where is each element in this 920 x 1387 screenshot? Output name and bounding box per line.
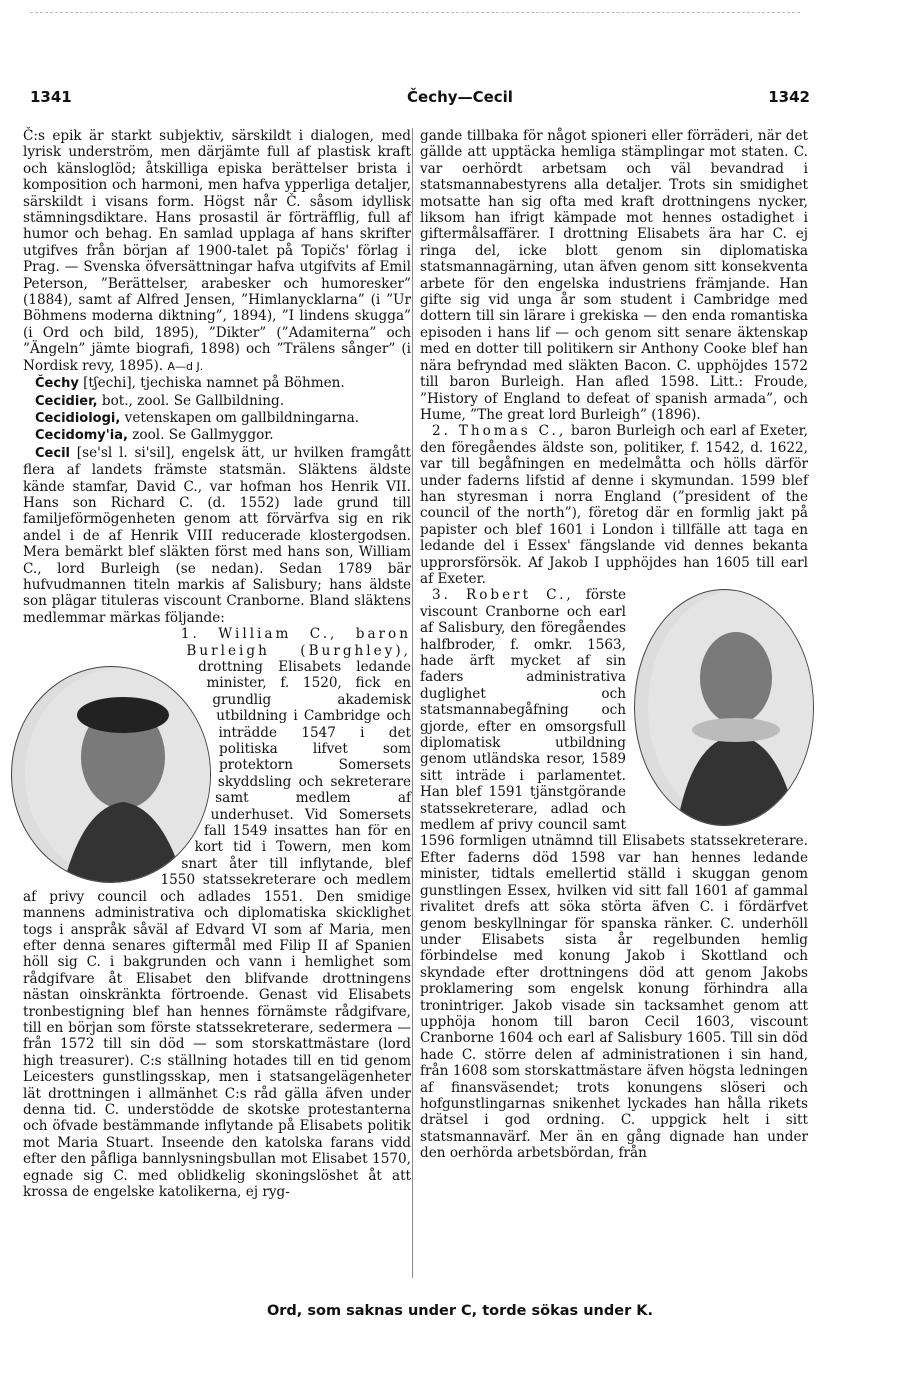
- right-column: [420, 128, 808, 1162]
- column-divider: [412, 128, 413, 1278]
- entry-headword: Cecidiologi,: [35, 410, 121, 426]
- entry-cecil: Cecil [se'sl l. si'sil], engelsk ätt, ur hvilken framgått flera af landets främste statsmän. Släktens äldste kände stamfar, David C., var hofman hos Henrik VII. Hans son Richard C. (d. 1552) lade grund till familjeförmögenheten genom att förvärfva sig en rik andel i de af Henrik VIII reducerade klostergodsen. Mera bemärkt blef släkten först med hans son, William C., lord Burleigh (se nedan). Sedan 1789 bär hufvudmannen titeln markis af Salisbury; hans äldste son plägar tituleras viscount Cranborne. Bland släktens medlemmar märkas följande:: [23, 444, 411, 626]
- entry-headword: 1. William C., baron Burleigh (Burghley),: [180, 626, 411, 659]
- entry-headword: 2. Thomas C.,: [432, 423, 567, 440]
- entry-headword: Cecidomy'ia,: [35, 428, 128, 444]
- portrait-engraving-icon: [647, 590, 814, 825]
- running-title: Čechy—Cecil: [407, 88, 513, 106]
- page-number-left: 1341: [30, 88, 72, 106]
- entry-headword: Cecil: [35, 445, 70, 461]
- paragraph-cech-epic: Č:s epik är starkt subjektiv, särskildt i dialogen, med lyrisk underström, men därjämte full af plastisk kraft och känsloglöd; åtskilliga episka berättelser brista i komposition och harmoni, men hafva ypperliga detaljer, särskildt i visans form. Högst når Č. såsom idyllisk stämningsdiktare. Hans prosastil är förträfflig, full af humor och behag. En samlad upplaga af hans skrifter utgifves från början af 1900-talet på Topičs' förlag i Prag. — Svenska öfversättningar hafva utgifvits af Emil Peterson, ”Berättelser, arabesker och humoresker” (1884), samt af Alfred Jensen, ”Himlanycklarna” (i ”Ur Böhmens moderna diktning”, 1894), ”I lindens skugga” (i Ord och bild, 1895), ”Dikter” (”Adamiterna” och ”Ängeln” jämte biografi, 1898) och ”Trälens sånger” (i Nordisk revy, 1895). A—d J.: [23, 128, 411, 374]
- entry-william-cecil: 1. William C., baron Burleigh (Burghley), drottning Elisabets ledande minister, f. 1520, fick en grundlig akademisk utbildning i Cambridge och inträdde 1547 i det politiska lifvet som protektorn Somersets skyddsling och sekreterare samt medlem af underhuset. Vid Somersets fall 1549 insattes han för en kort tid i Towern, men kom snart åter till inflytande, blef 1550 statssekreterare och medlem af privy council och adlades 1551. Den smidige mannens administrativa och diplomatiska skicklighet togs i anspråk såväl af Edvard VI som af Maria, men efter denna senares giftermål med Filip II af Spanien höll sig C. i bakgrunden och vann i hemlighet som rådgifvare åt Elisabet den blifvande drottningens nästan oinskränkta förtroende. Genast vid Elisabets tronbestigning blef han hennes förnämste rådgifvare, till en början som förste statssekreterare, sedermera — från 1572 till sin död — som storskattmästare (lord high treasurer). C:s ställning hotades till en tid genom Leicesters gunstlingsskap, men i statsangelägenheter lät drottningen i allmänhet C:s råd gälla äfven under denna tid. C. understödde de skotske protestanterna och öfvade bestämmande inflytande på Elisabets politik mot Maria Stuart. Inseende den katolska farans vidd efter den påfliga bannlysningsbullan mot Elisabet 1570, egnade sig C. med oblidkelig skoningslöshet åt att krossa de engelske katolikerna, ej ryg-: [23, 626, 411, 1200]
- entry-headword: Čechy: [35, 376, 79, 392]
- portrait-robert-cecil: [634, 589, 814, 826]
- entry-cecidomyia: Cecidomy'ia, zool. Se Gallmyggor.: [35, 427, 274, 444]
- entry-thomas-cecil: 2. Thomas C., baron Burleigh och earl af Exeter, den föregåendes äldste son, politiker, f. 1542, d. 1622, var till begåfningen en medelmåtta och hölls därför under faderns lifstid af denne i skymundan. 1599 blef han styresman i norra England (”president of the council of the north”), företog där en formlig jakt på papister och blef 1601 i London i tillfälle att taga en ledande del i Essex' fängslande vid dennes bekanta upprorsförsök. Af Jakob I upphöjdes han 1605 till earl af Exeter.: [420, 423, 808, 587]
- footer-note: Ord, som saknas under C, torde sökas under K.: [266, 1303, 654, 1319]
- paragraph-william-cont: gande tillbaka för något spioneri eller förräderi, när det gällde att upptäcka hemliga stämplingar mot staten. C. var oerhördt arbetsam och väl bevandrad i statsmannabestyrens alla detaljer. Trots sin smidighet motsatte han sig ofta med kraft drottningens nycker, liksom han ifrigt kämpade mot hennes ostadighet i giftermålsaffärer. I drottning Elisabets ära har C. ej ringa del, icke blott genom sin diplomatiska statsmannagärning, utan äfven genom sitt konsekventa arbete för den engelska industriens främjande. Han gifte sig vid unga år som student i Cambridge med dottern till sin lärare i grekiska — den enda romantiska episoden i hans lif — och genom sitt senare äktenskap med en dotter till politikern sir Anthony Cooke blef han nära befryndad med släkten Bacon. C. upphöjdes 1572 till baron Burleigh. Han afled 1598. Litt.: Froude, ”History of England to defeat of spanish armada”, och Hume, ”The great lord Burleigh” (1896).: [420, 128, 808, 423]
- top-rule: [30, 12, 800, 13]
- portrait-engraving-icon: [24, 667, 211, 882]
- entry-headword: 3. Robert C.,: [432, 587, 574, 604]
- entry-cechy: Čechy [tʃechi], tjechiska namnet på Böhmen.: [35, 375, 345, 392]
- entry-cecidiologi: Cecidiologi, vetenskapen om gallbildningarna.: [35, 409, 360, 426]
- entry-robert-cecil: 3. Robert C., förste viscount Cranborne och earl af Salisbury, den föregåendes halfbroder, f. omkr. 1563, hade ärft mycket af sin faders administrativa duglighet och statsmannabegåfning och gjorde, efter en omsorgsfull diplomatisk utbildning genom utländska resor, 1589 sitt inträde i parlamentet. Han blef 1591 tjänstgörande statssekreterare, adlad och medlem af privy council samt 1596 formligen utnämnd till Elisabets statssekreterare. Efter faderns död 1598 var han hennes ledande minister, tidtals emellertid ställd i skuggan genom gunstlingen Essex, hvilken vid sitt fall 1601 af gammal rivalitet drefs att söka störta äfven C. i fördärfvet genom beskyllningar för spanska ränker. C. underhöll under Elisabets sista år regelbunden hemlig förbindelse med konung Jakob i Skottland och skyndade efter drottningens död att genom Jakobs proklamering som engelsk konung förhindra alla tronintriger. Jakob visade sin tacksamhet genom att upphöja honom till baron Cecil 1603, viscount Cranborne 1604 och earl af Salisbury 1605. Till sin död hade C. större delen af administrationen i sin hand, från 1608 som storskattmästare äfven högsta ledningen af finansväsendet; trots konungens slöseri och hofgunstlingarnas snikenhet lyckades han hålla rikets drätsel i god ordning. C. uppgick helt i sitt statsmannavärf. Mer än en gång dignade han under den oerhörda arbetsbördan, från: [420, 587, 808, 1161]
- author-signature: A—d J.: [167, 359, 204, 373]
- entry-cecidier: Cecidier, bot., zool. Se Gallbildning.: [35, 392, 285, 409]
- page-number-right: 1342: [768, 88, 810, 106]
- portrait-william-cecil: [11, 666, 211, 883]
- left-column: [23, 128, 411, 1200]
- entry-headword: Cecidier,: [35, 393, 98, 409]
